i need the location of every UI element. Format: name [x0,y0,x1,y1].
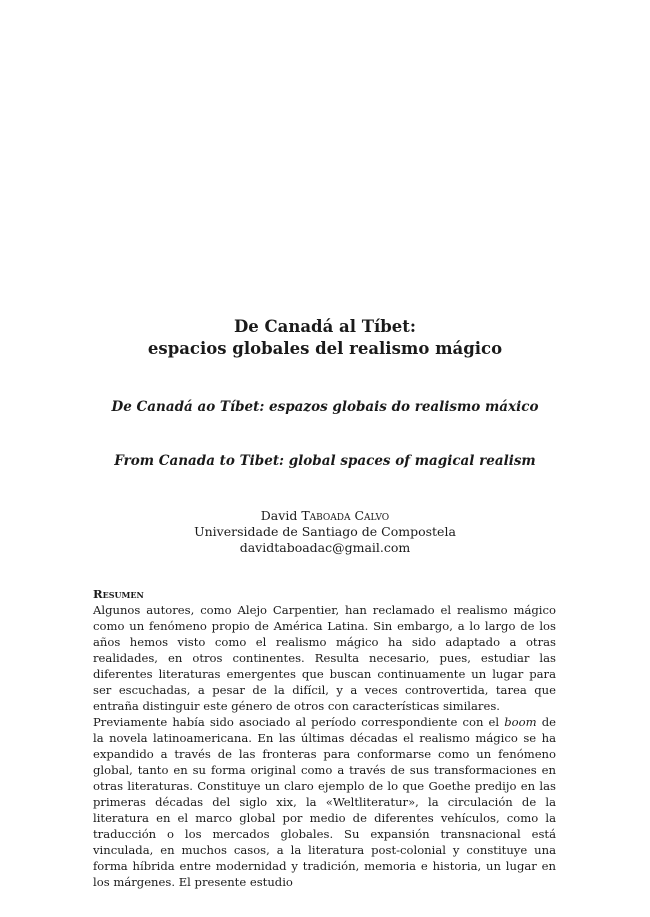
english-title: From Canada to Tibet: global spaces of magical realism [114,453,536,469]
author-email: davidtaboadac@gmail.com [239,540,411,555]
abstract-paragraph-2-end: de la novela latinoamericana. En las últimas décadas el realismo mágico se ha expandido a través de las fronteras para conformarse como un fenómeno global, tanto en su forma original como a través de sus transformaciones en otras literaturas. Constituye un claro ejemplo de lo que Goethe predijo en las primeras décadas del siglo xix, la «Weltliteratur», la circulación de la literatura en el marco global por medio de diferentes vehículos, como la traducción o los mercados globales. Su expansión transnacional está vinculada, en muchos casos, a la literatura post-colonial y constituye una forma híbrida entre modernidad y tradición, memoria e historia, un lugar en los márgenes. El presente estudio [93,715,557,889]
abstract-boom-term: boom [504,715,537,729]
abstract-paragraph-2 [93,714,556,890]
article-title [0,316,650,360]
abstract-paragraph-2-start: Previamente había sido asociado al período correspondiente con el [93,715,505,729]
author-surname: Taboada Calvo [301,508,390,523]
galician-title: De Canadá ao Tíbet: espazos globais do realismo máxico [111,399,539,415]
article-title-line-1: De Canadá al Tíbet: [233,317,417,336]
author-first-name: David [260,508,298,523]
author-affiliation: Universidade de Santiago de Compostela [194,524,456,539]
author-name [0,508,650,524]
abstract-section [93,586,556,890]
article-title-line-2: espacios globales del realismo mágico [147,339,503,358]
author-block [0,508,650,556]
abstract-heading: Resumen [93,587,144,601]
abstract-paragraph-1: Algunos autores, como Alejo Carpentier, han reclamado el realismo mágico como un fenómeno propio de América Latina. Sin embargo, a lo largo de los años hemos visto como el realismo mágico ha sido adaptado a otras realidades, en otros continentes. Resulta necesario, pues, estudiar las diferentes literaturas emergentes que buscan continuamente un lugar para ser escuchadas, a pesar de la difícil, y a veces controvertida, tarea que entraña distinguir este género de otros con características similares. [93,603,556,713]
